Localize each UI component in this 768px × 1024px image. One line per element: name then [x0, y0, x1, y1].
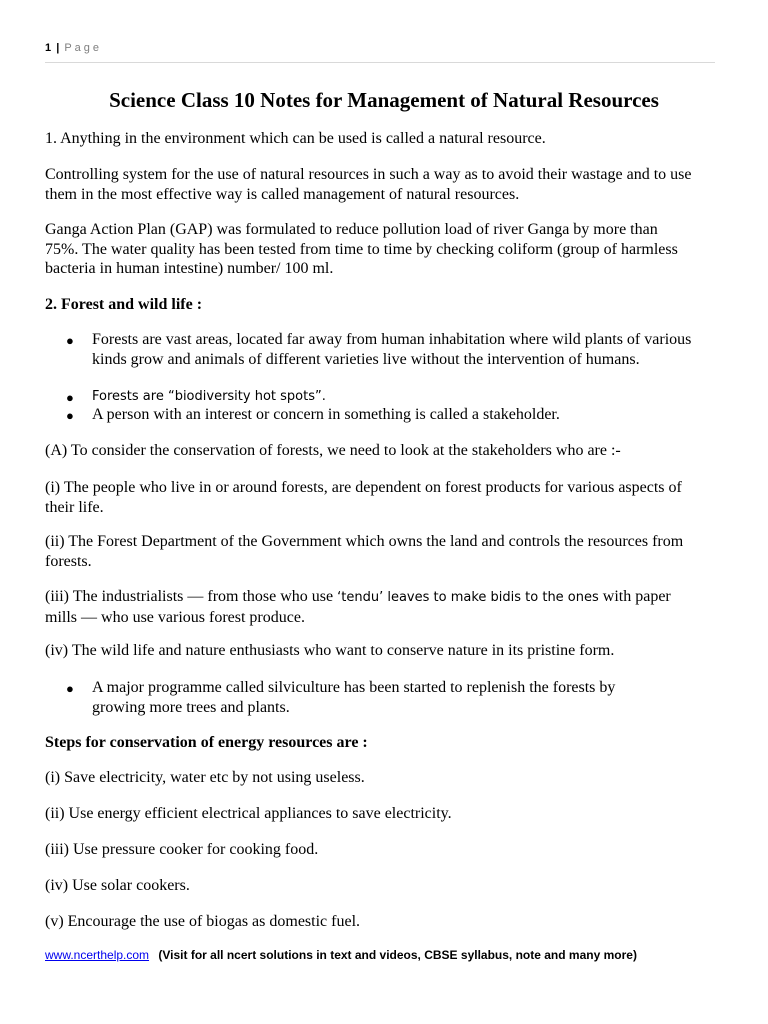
bullet-icon: ● [66, 390, 74, 405]
section-heading-energy: Steps for conservation of energy resources are : [45, 734, 368, 751]
stakeholder-text-end: with paper mills — who use various forest produce. [45, 588, 671, 626]
stakeholder-item: (i) The people who live in or around forests, are dependent on forest products for various aspects of their life. [45, 479, 682, 516]
energy-step: (iii) Use pressure cooker for cooking food. [45, 841, 319, 858]
document-title: Science Class 10 Notes for Management of Natural Resources [109, 88, 659, 112]
stakeholder-item: (iv) The wild life and nature enthusiasts who want to conserve nature in its pristine form. [45, 642, 615, 659]
page-number: 1 [45, 42, 52, 54]
stakeholder-text-sans: ‘tendu’ leaves to make bidis to the ones [337, 590, 599, 605]
bullet-icon: ● [66, 333, 74, 348]
ncerthelp-link[interactable]: www.ncerthelp.com [45, 948, 150, 962]
intro-paragraph-2: Controlling system for the use of natural resources in such a way as to avoid their wastage and to use them in the most effective way is called management of natural resources. [45, 166, 692, 203]
list-item: A person with an interest or concern in something is called a stakeholder. [92, 406, 560, 423]
page-separator: | [56, 42, 60, 54]
stakeholder-item [45, 587, 695, 627]
energy-step: (i) Save electricity, water etc by not using useless. [45, 769, 365, 786]
list-item: Forests are vast areas, located far away from human inhabitation where wild plants of various kinds grow and animals of different varieties live without the intervention of humans. [92, 331, 692, 368]
page-header [45, 42, 715, 63]
energy-step: (iv) Use solar cookers. [45, 877, 190, 894]
list-item: A major programme called silviculture has been started to replenish the forests by growing more trees and plants. [92, 679, 616, 716]
stakeholder-text-start: (iii) The industrialists — from those who use [45, 588, 338, 605]
intro-paragraph-3: Ganga Action Plan (GAP) was formulated to reduce pollution load of river Ganga by more than 75%. The water quality has been tested from time to time by checking coliform (group of harmless bacteria in human intestine) number/ 100 ml. [45, 221, 678, 277]
list-item: Forests are “biodiversity hot spots”. [92, 389, 326, 404]
section-heading-forest: 2. Forest and wild life : [45, 296, 203, 313]
intro-paragraph-1: 1. Anything in the environment which can be used is called a natural resource. [45, 130, 546, 147]
footer-note: (Visit for all ncert solutions in text and videos, CBSE syllabus, note and many more) [158, 948, 637, 962]
bullet-icon: ● [66, 408, 74, 423]
energy-step: (v) Encourage the use of biogas as domestic fuel. [45, 913, 361, 930]
page-word: Page [64, 42, 103, 54]
bullet-icon: ● [66, 681, 74, 696]
stakeholders-intro: (A) To consider the conservation of forests, we need to look at the stakeholders who are :- [45, 442, 621, 459]
page-footer [45, 948, 637, 962]
energy-step: (ii) Use energy efficient electrical appliances to save electricity. [45, 805, 452, 822]
stakeholder-item: (ii) The Forest Department of the Government which owns the land and controls the resources from forests. [45, 533, 684, 570]
